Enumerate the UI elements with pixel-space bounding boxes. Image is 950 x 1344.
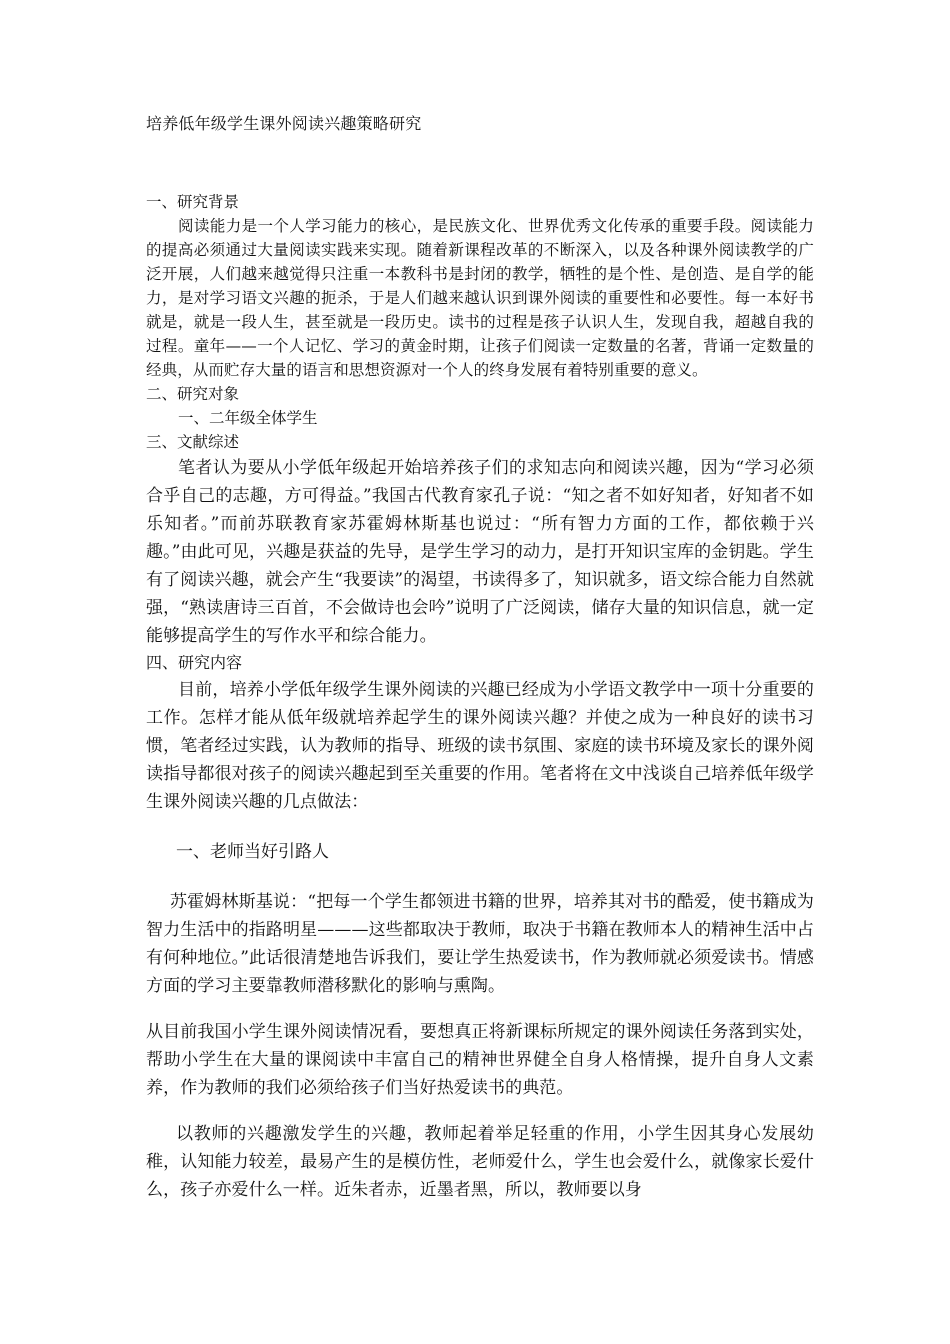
- spacer: [146, 816, 814, 838]
- spacer: [146, 1102, 814, 1120]
- paragraph-quote: 苏霍姆林斯基说：“把每一个学生都领进书籍的世界，培养其对书的酷爱，使书籍成为智力生活中的指路明星———这些都取决于教师，取决于书籍在教师本人的精神生活中占有何种地位。”此话很清楚地告诉我们，要让学生热爱读书，作为教师就必须爱读书。情感方面的学习主要靠教师潜移默化的影响与熏陶。: [146, 892, 814, 996]
- spacer: [146, 866, 814, 888]
- document-page: [146, 112, 814, 1204]
- section-heading-background: 一、研究背景: [146, 193, 240, 211]
- paragraph-literature: 笔者认为要从小学低年级起开始培养孩子们的求知志向和阅读兴趣，因为“学习必须合乎自己的志趣，方可得益。”我国古代教育家孔子说：“知之者不如好知者，好知者不如乐知者。”而前苏联教育家苏霍姆林斯基也说过：“所有智力方面的工作，都依赖于兴趣。”由此可见，兴趣是获益的先导，是学生学习的动力，是打开知识宝库的金钥匙。学生有了阅读兴趣，就会产生“我要读”的渴望，书读得多了，知识就多，语文综合能力自然就强，“熟读唐诗三百首，不会做诗也会吟”说明了广泛阅读，储存大量的知识信息，就一定能够提高学生的写作水平和综合能力。: [146, 458, 814, 646]
- paragraph-teacher-interest: 以教师的兴趣激发学生的兴趣，教师起着举足轻重的作用，小学生因其身心发展幼稚，认知能力较差，最易产生的是模仿性，老师爱什么，学生也会爱什么，就像家长爱什么，孩子亦爱什么一样。近朱者赤，近墨者黑，所以，教师要以身: [146, 1124, 814, 1200]
- section-heading-literature: 三、文献综述: [146, 433, 240, 451]
- section-heading-content: 四、研究内容: [146, 653, 243, 672]
- paragraph-current-situation: 从目前我国小学生课外阅读情况看，要想真正将新课标所规定的课外阅读任务落到实处，帮助小学生在大量的课阅读中丰富自己的精神世界健全自身人格情操，提升自身人文素养，作为教师的我们必须给孩子们当好热爱读书的典范。: [146, 1022, 814, 1098]
- paragraph-background: 阅读能力是一个人学习能力的核心，是民族文化、世界优秀文化传承的重要手段。阅读能力的提高必须通过大量阅读实践来实现。随着新课程改革的不断深入，以及各种课外阅读教学的广泛开展，人们越来越觉得只注重一本教科书是封闭的教学，牺牲的是个性、是创造、是自学的能力，是对学习语文兴趣的扼杀，于是人们越来越认识到课外阅读的重要性和必要性。每一本好书就是，就是一段人生，甚至就是一段历史。读书的过程是孩子认识人生，发现自我，超越自我的过程。童年——一个人记忆、学习的黄金时期，让孩子们阅读一定数量的名著，背诵一定数量的经典，从而贮存大量的语言和思想资源对一个人的终身发展有着特别重要的意义。: [146, 217, 814, 379]
- document-title: 培养低年级学生课外阅读兴趣策略研究: [146, 114, 422, 133]
- section-heading-subjects: 二、研究对象: [146, 385, 240, 403]
- subjects-item: 一、二年级全体学生: [178, 409, 318, 427]
- paragraph-content: 目前，培养小学低年级学生课外阅读的兴趣已经成为小学语文教学中一项十分重要的工作。怎样才能从低年级就培养起学生的课外阅读兴趣？并使之成为一种良好的读书习惯，笔者经过实践，认为教师的指导、班级的读书氛围、家庭的读书环境及家长的课外阅读指导都很对孩子的阅读兴趣起到至关重要的作用。笔者将在文中浅谈自己培养低年级学生课外阅读兴趣的几点做法：: [146, 680, 814, 812]
- spacer: [146, 1000, 814, 1018]
- subsection-heading-teacher-guide: 一、老师当好引路人: [176, 842, 329, 862]
